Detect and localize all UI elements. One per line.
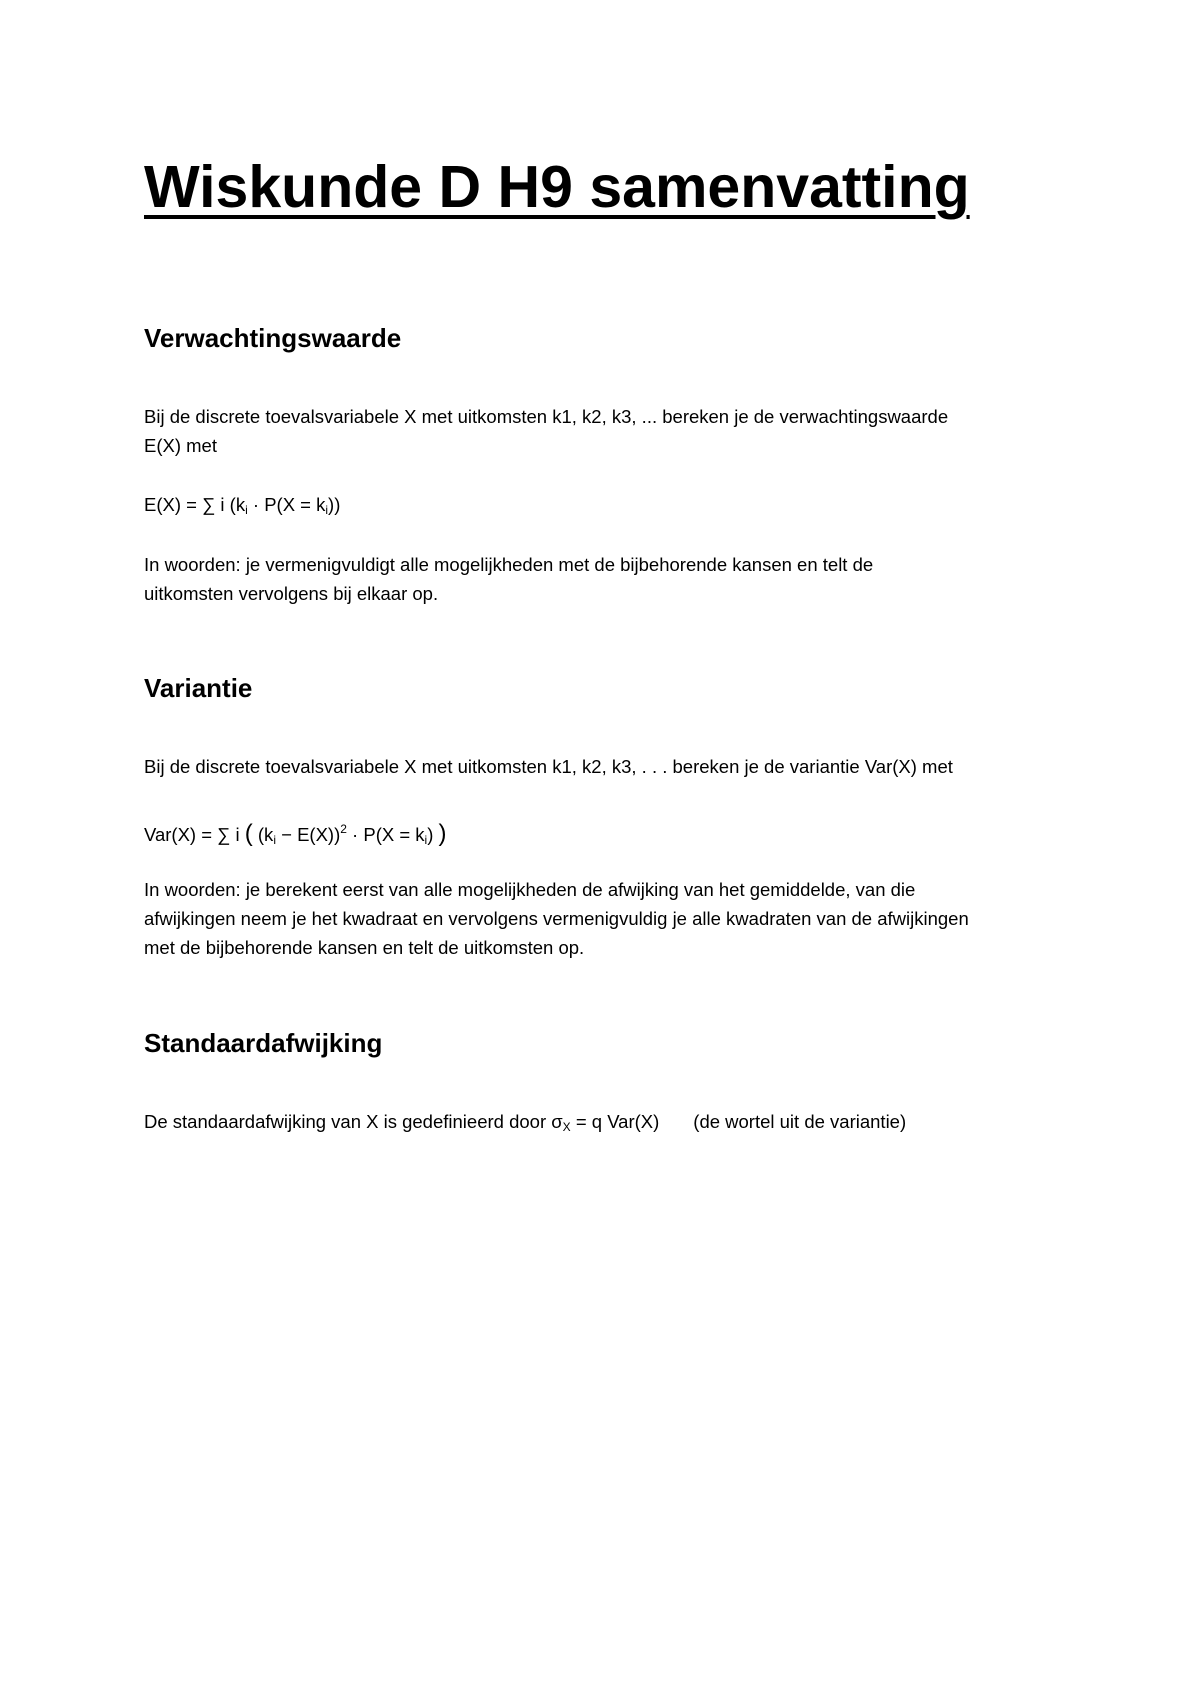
heading-verwachtingswaarde: Verwachtingswaarde [144,323,402,353]
formula-subscript: i [245,503,248,517]
heading-variantie: Variantie [144,673,253,703]
text-part: = q Var(X) [570,1111,660,1132]
formula-paren-close: ) [438,820,447,847]
text-part: De standaardafwijking van X is gedefinieerd door σ [144,1111,563,1132]
verwachting-intro-line2: E(X) met [144,435,217,456]
page-title: Wiskunde D H9 samenvatting [144,154,970,220]
variantie-intro-line1: Bij de discrete toevalsvariabele X met uitkomsten k1, k2, k3, . . . bereken je de variantie Var(X) met [144,756,953,777]
formula-part: E(X) = ∑ i (k [144,494,246,515]
standaardafwijking-text [144,1107,906,1142]
formula-paren-open: ( [244,820,253,847]
formula-part: · P(X = k [247,494,326,515]
variantie-formula [144,815,447,855]
formula-subscript: i [424,833,428,847]
text-part: (de wortel uit de variantie) [693,1111,907,1132]
formula-part: )) [328,494,341,515]
verwachting-formula [144,490,340,525]
heading-standaardafwijking: Standaardafwijking [144,1028,383,1058]
variantie-explain-line1: In woorden: je berekent eerst van alle mogelijkheden de afwijking van het gemiddelde, van die [144,879,916,900]
variantie-explain-line3: met de bijbehorende kansen en telt de uitkomsten op. [144,937,585,958]
verwachting-intro-line1: Bij de discrete toevalsvariabele X met uitkomsten k1, k2, k3, ... bereken je de verwachtingswaarde [144,406,949,427]
formula-superscript: 2 [340,822,347,836]
formula-part: (k [252,824,274,845]
formula-part: Var(X) = ∑ i [144,824,245,845]
formula-subscript: i [273,833,276,847]
formula-part: ) [427,824,439,845]
formula-subscript: i [325,503,329,517]
verwachting-explain-line1: In woorden: je vermenigvuldigt alle mogelijkheden met de bijbehorende kansen en telt de [144,554,874,575]
variantie-explain-line2: afwijkingen neem je het kwadraat en vervolgens vermenigvuldig je alle kwadraten van de afwijkingen [144,908,969,929]
formula-part: − E(X)) [275,824,341,845]
verwachting-explain-line2: uitkomsten vervolgens bij elkaar op. [144,583,439,604]
formula-part: · P(X = k [346,824,425,845]
formula-subscript: X [562,1120,571,1134]
